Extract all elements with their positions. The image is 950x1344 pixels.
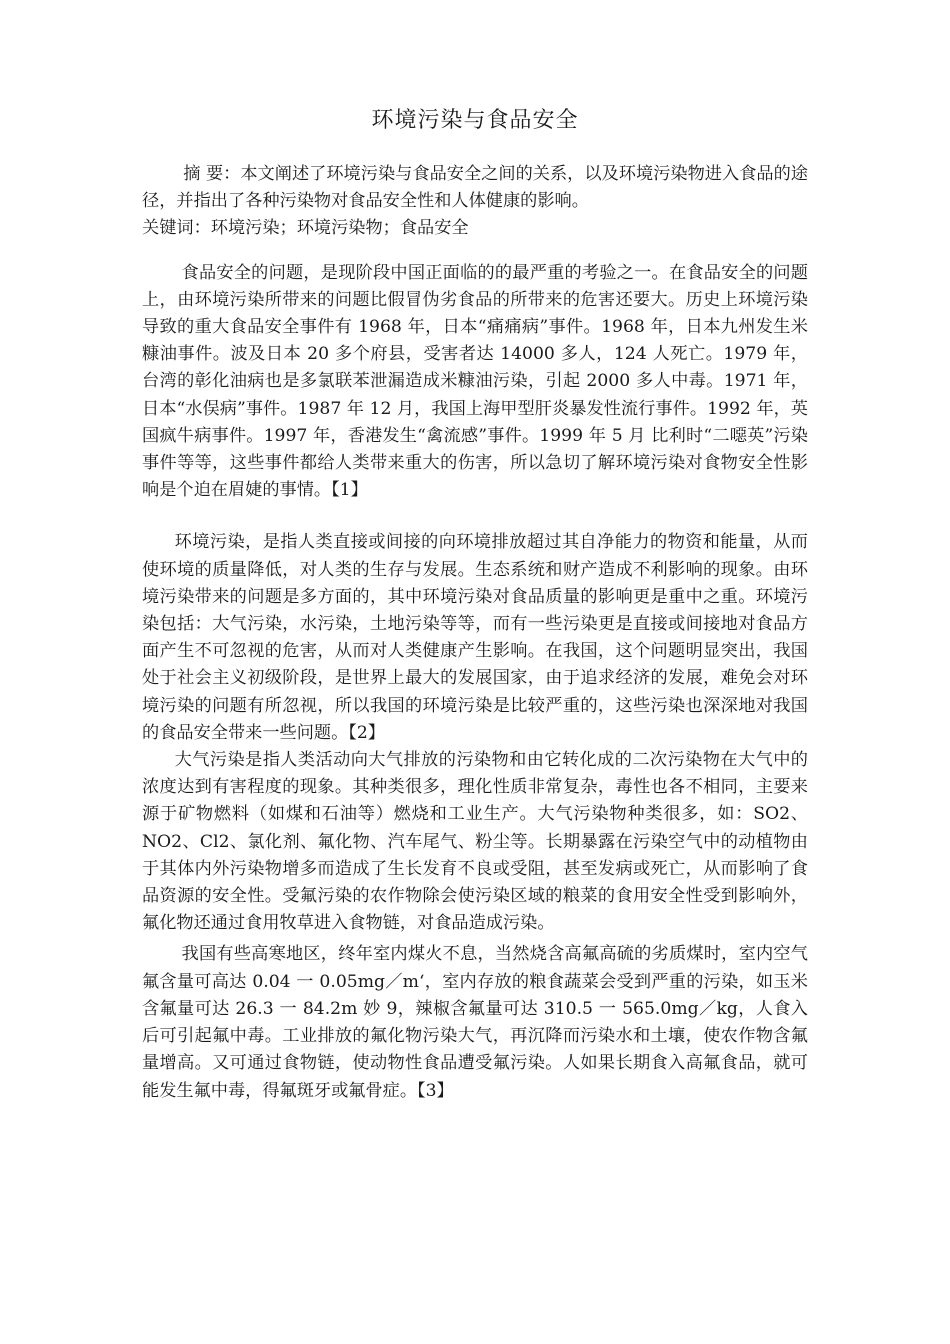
document-page <box>142 0 808 1105</box>
body-paragraph-3: 大气污染是指人类活动向大气排放的污染物和由它转化成的二次污染物在大气中的浓度达到有害程度的现象。其种类很多，理化性质非常复杂，毒性也各不相同，主要来源于矿物燃料（如煤和石油等）燃烧和工业生产。大气污染物种类很多，如：SO2、NO2、Cl2、氯化剂、氟化物、汽车尾气、粉尘等。长期暴露在污染空气中的动植物由于其体内外污染物增多而造成了生长发育不良或受阻，甚至发病或死亡，从而影响了食品资源的安全性。受氟污染的农作物除会使污染区域的粮菜的食用安全性受到影响外，氟化物还通过食用牧草进入食物链，对食品造成污染。 <box>142 750 808 934</box>
body-paragraph-1: 食品安全的问题，是现阶段中国正面临的的最严重的考验之一。在食品安全的问题上，由环境污染所带来的问题比假冒伪劣食品的所带来的危害还要大。历史上环境污染导致的重大食品安全事件有 1968 年，日本“痛痛病”事件。1968 年，日本九州发生米糠油事件。波及日本 20 多个府县，受害者达 14000 多人，124 人死亡。1979 年，台湾的彰化油病也是多氯联苯泄漏造成米糠油污染，引起 2000 多人中毒。1971 年，日本“水俣病”事件。1987 年 12 月，我国上海甲型肝炎暴发性流行事件。1992 年，英国疯牛病事件。1997 年，香港发生“禽流感”事件。1999 年 5 月 比利时“二噁英”污染事件等等，这些事件都给人类带来重大的伤害，所以急切了解环境污染对食物安全性影响是个迫在眉婕的事情。【1】 <box>142 262 808 501</box>
abstract-text: 摘 要：本文阐述了环境污染与食品安全之间的关系，以及环境污染物进入食品的途径，并指出了各种污染物对食品安全性和人体健康的影响。 <box>142 164 808 212</box>
body-paragraph-4: 我国有些高寒地区，终年室内煤火不息，当然烧含高氟高硫的劣质煤时，室内空气氟含量可高达 0.04 一 0.05mg／m‘，室内存放的粮食蔬菜会受到严重的污染，如玉米含氟量可达 26.3 一 84.2m 妙 9，辣椒含氟量可达 310.5 一 565.0mg／kg，人食入后可引起氟中毒。工业排放的氟化物污染大气，再沉降而污染水和土壤，使农作物含氟量增高。又可通过食物链，使动物性食品遭受氟污染。人如果长期食入高氟食品，就可能发生氟中毒，得氟斑牙或氟骨症。【3】 <box>142 944 808 1101</box>
body-paragraph-2: 环境污染，是指人类直接或间接的向环境排放超过其自净能力的物资和能量，从而使环境的质量降低，对人类的生存与发展。生态系统和财产造成不利影响的现象。由环境污染带来的问题是多方面的，其中环境污染对食品质量的影响更是重中之重。环境污染包括：大气污染，水污染，土地污染等等，而有一些污染更是直接或间接地对食品方面产生不可忽视的危害，从而对人类健康产生影响。在我国，这个问题明显突出，我国处于社会主义初级阶段，是世界上最大的发展国家，由于追求经济的发展，难免会对环境污染的问题有所忽视，所以我国的环境污染是比较严重的，这些污染也深深地对我国的食品安全带来一些问题。【2】 <box>142 532 808 743</box>
document-title: 环境污染与食品安全 <box>371 108 579 133</box>
keywords-text: 关键词：环境污染；环境污染物；食品安全 <box>142 218 469 239</box>
